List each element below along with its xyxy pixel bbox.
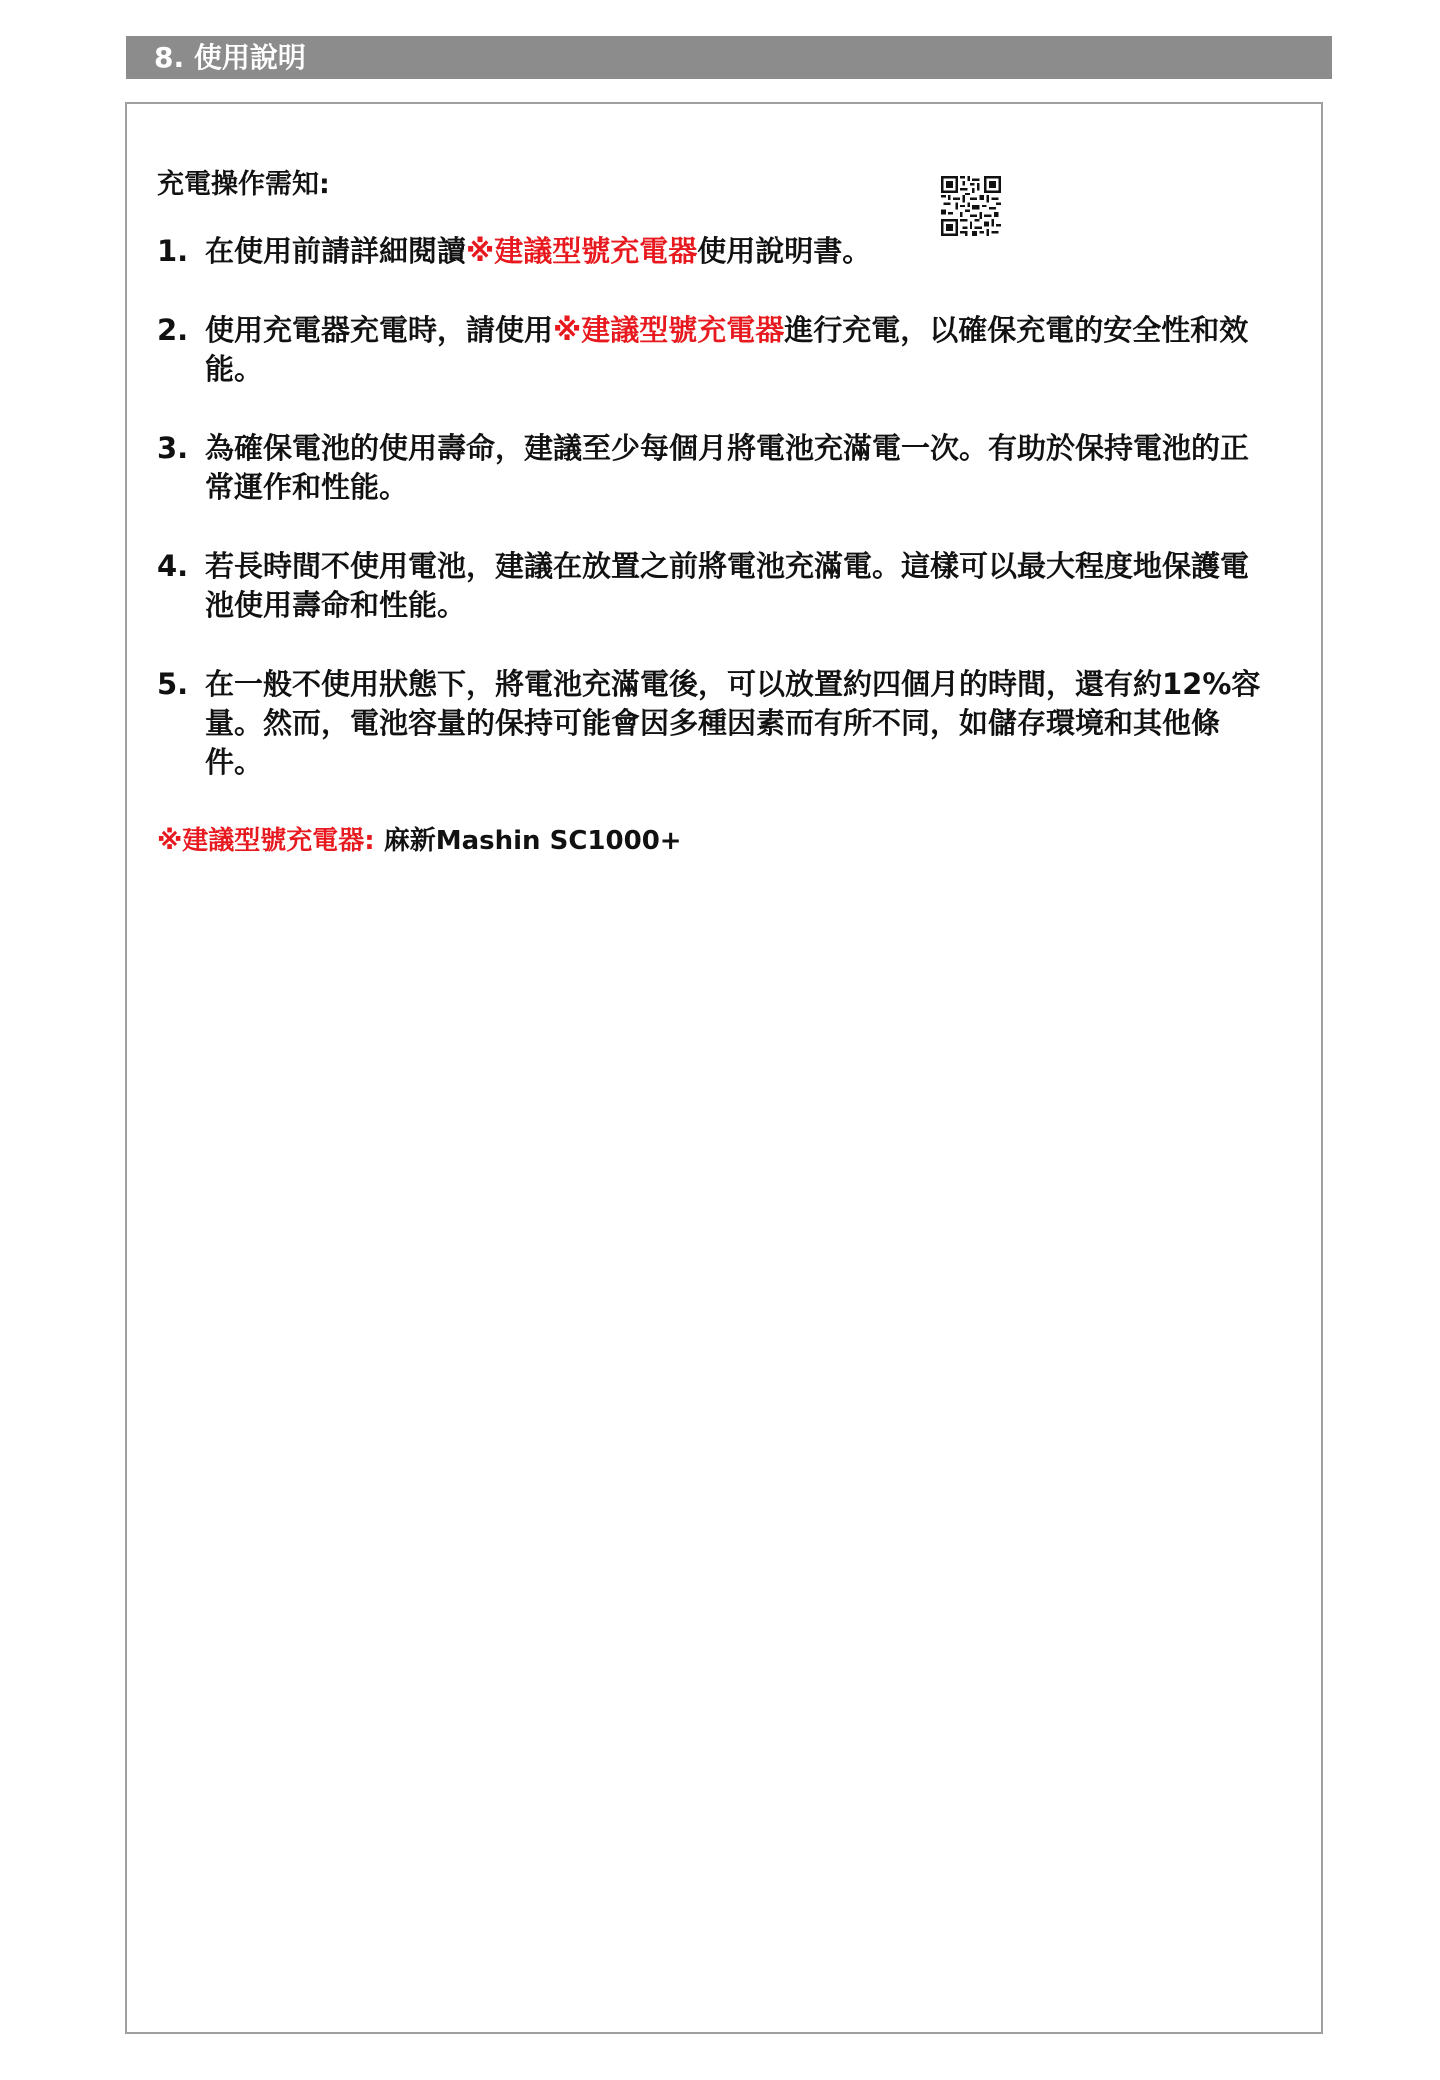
item-text: 在一般不使用狀態下，將電池充滿電後，可以放置約四個月的時間，還有約12%容量。然而，電池容量的保持可能會因多種因素而有所不同，如儲存環境和其他條件。 xyxy=(205,667,1261,779)
instruction-list xyxy=(157,232,1277,822)
item-number: 2. xyxy=(157,313,189,347)
item-text: 在使用前請詳細閱讀 xyxy=(205,234,467,268)
recommended-charger-highlight: ※建議型號充電器 xyxy=(466,234,698,268)
list-item xyxy=(157,665,1277,782)
list-item xyxy=(157,429,1277,507)
item-number: 5. xyxy=(157,667,189,701)
item-number: 1. xyxy=(157,234,189,268)
item-number: 3. xyxy=(157,431,189,465)
recommended-charger-highlight: ※建議型號充電器 xyxy=(553,313,785,347)
content-box xyxy=(125,102,1323,2034)
item-number: 4. xyxy=(157,549,189,583)
footnote-value: 麻新Mashin SC1000+ xyxy=(374,826,682,856)
item-text: 進行充電，以確保充電的安全性和效能。 xyxy=(205,313,1249,386)
footnote-label: ※建議型號充電器: xyxy=(157,826,375,856)
list-item xyxy=(157,232,1277,271)
section-title: 8. 使用說明 xyxy=(154,41,306,74)
notice-title: 充電操作需知: xyxy=(157,169,330,200)
section-header xyxy=(126,36,1332,79)
qr-code-icon xyxy=(941,176,1001,236)
list-item xyxy=(157,547,1277,625)
footnote xyxy=(157,820,682,857)
list-item xyxy=(157,311,1277,389)
item-text: 使用說明書。 xyxy=(697,234,872,268)
item-text: 為確保電池的使用壽命，建議至少每個月將電池充滿電一次。有助於保持電池的正常運作和性能。 xyxy=(205,431,1250,504)
item-text: 若長時間不使用電池，建議在放置之前將電池充滿電。這樣可以最大程度地保護電池使用壽命和性能。 xyxy=(205,549,1250,622)
item-text: 使用充電器充電時，請使用 xyxy=(205,313,554,347)
